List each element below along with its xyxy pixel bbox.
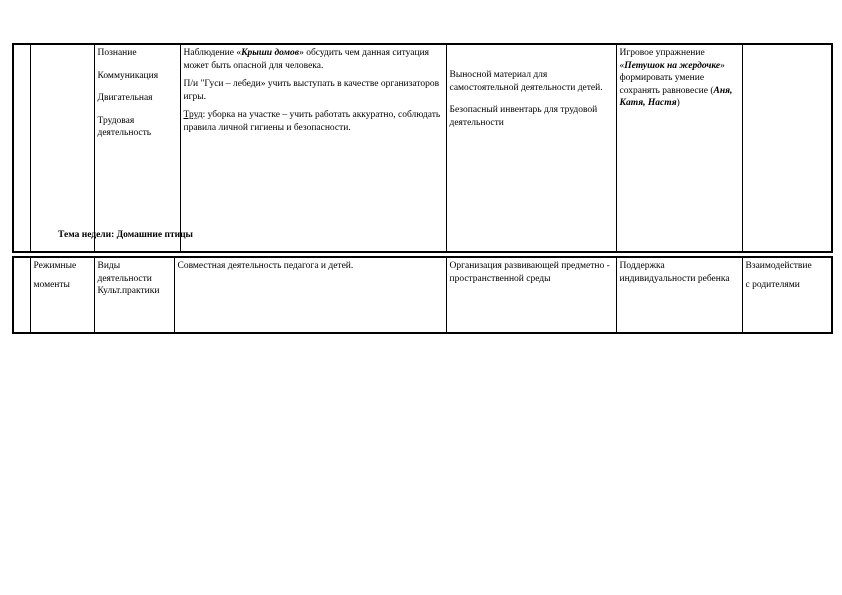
activity-motor: Двигательная [97, 93, 153, 103]
environment-text-2: Безопасный инвентарь для трудовой деятельности [449, 105, 598, 128]
header-regime-line2: моменты [33, 279, 70, 290]
header-parents-line1: Взаимодействие [745, 261, 812, 271]
week-theme: Тема недели: Домашние птицы [58, 230, 193, 240]
table-cell-empty [13, 257, 30, 333]
table-row [13, 44, 832, 252]
table-cell-empty [742, 44, 832, 252]
table-cell-empty [30, 44, 94, 252]
game-text: П/и "Гуси – лебеди» учить выступать в качестве организаторов игры. [183, 79, 440, 102]
header-parents [742, 257, 832, 333]
header-parents-line2: с родителями [745, 279, 800, 290]
header-regime-line1: Режимные [33, 261, 77, 271]
header-regime-moments [30, 257, 94, 333]
header-individuality: Поддержка индивидуальности ребенка [616, 257, 742, 333]
observation-text: Наблюдение «Крыши домов» обсудить чем данная ситуация может быть опасной для человека. [183, 48, 430, 71]
activity-labor: Трудовая деятельность [97, 115, 152, 138]
individual-text: Игровое упражнение «Петушок на жердочке» формировать умение сохранять равновесие (Аня, Катя, Настя) [619, 48, 733, 108]
table-row [13, 257, 832, 333]
table-cell-environment [446, 44, 616, 252]
header-activity-line1: Виды деятельности [97, 261, 152, 284]
header-activity-types [94, 257, 174, 333]
activity-communication: Коммуникация [97, 70, 159, 81]
table-cell-joint-activity [180, 44, 446, 252]
header-joint-activity: Совместная деятельность педагога и детей. [174, 257, 446, 333]
table-cell-empty [13, 44, 30, 252]
header-activity-line2: Культ.практики [97, 286, 160, 296]
table-cell-individual [616, 44, 742, 252]
header-environment: Организация развивающей предметно - пространственной среды [446, 257, 616, 333]
table-cell-activities [94, 44, 180, 252]
plan-table-top [12, 43, 833, 253]
activity-cognition: Познание [97, 48, 137, 58]
labor-text: Труд: уборка на участке – учить работать аккуратно, соблюдать правила личной гигиены и безопасности. [183, 110, 441, 133]
environment-text-1: Выносной материал для самостоятельной деятельности детей. [449, 70, 603, 93]
plan-table-header [12, 256, 833, 334]
